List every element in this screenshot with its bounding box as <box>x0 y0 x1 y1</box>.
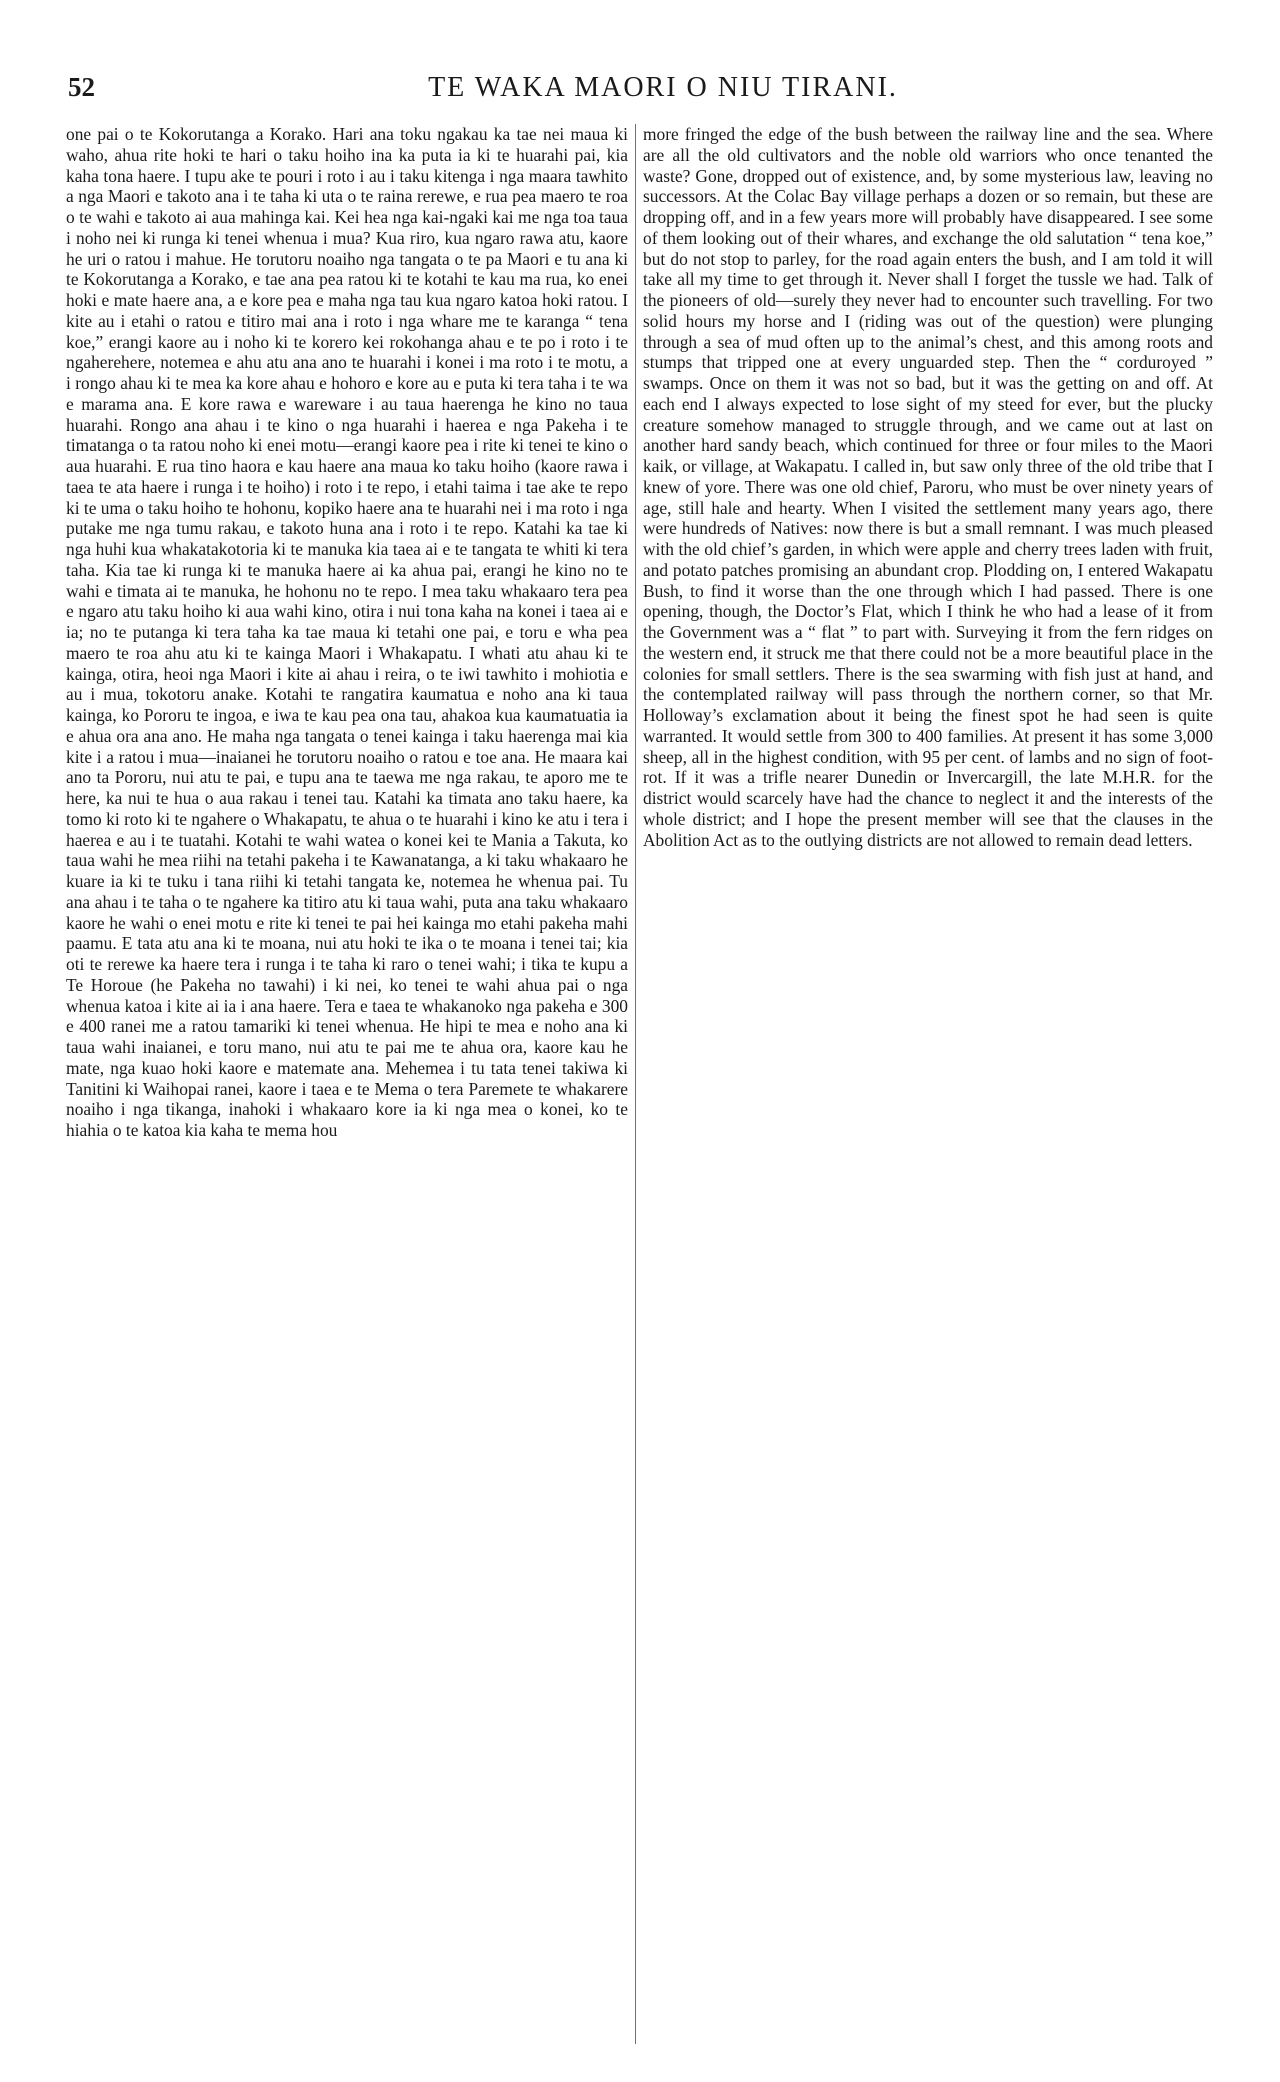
page-number: 52 <box>68 72 95 102</box>
column-divider <box>635 124 636 2044</box>
english-article-text: more fringed the edge of the bush between the railway line and the sea. Where are all the old cultivators and the noble old warriors who once tenanted the waste? Gone, dropped out of existence, and, by some mysterious law, leaving no successors. At the Colac Bay village perhaps a dozen or so remain, but these are dropping off, and in a few years more will probably have disappeared. I see some of them looking out of their whares, and exchange the old salutation “ tena koe,” but do not stop to parley, for the road again enters the bush, and I am told it will take all my time to get through it. Never shall I forget the tussle we had. Talk of the pioneers of old—surely they never had to encounter such travelling. For two solid hours my horse and I (riding was out of the question) were plunging through a sea of mud often up to the animal’s chest, and this among roots and stumps that tripped one at every unguarded step. Then the “ corduroyed ” swamps. Once on them it was not so bad, but it was the getting on and off. At each end I always expected to lose sight of my steed for ever, but the plucky creature somehow managed to struggle through, and we came out at last on another hard sandy beach, which continued for three or four miles to the Maori kaik, or village, at Wakapatu. I called in, but saw only three of the old tribe that I knew of yore. There was one old chief, Paroru, who must be over ninety years of age, still hale and hearty. When I visited the settlement many years ago, there were hundreds of Natives: now there is but a small remnant. I was much pleased with the old chief’s garden, in which were apple and cherry trees laden with fruit, and potato patches promising an abundant crop. Plodding on, I entered Wakapatu Bush, to find it worse than the one through which I had passed. There is one opening, though, the Doctor’s Flat, which I think he who had a lease of it from the Government was a “ flat ” to part with. Surveying it from the fern ridges on the western end, it struck me that there could not be a more beautiful place in the colonies for small settlers. There is the sea swarming with fish just at hand, and the contemplated railway will pass through the northern corner, so that Mr. Holloway’s exclamation about it being the finest spot he had seen is quite warranted. It would settle from 300 to 400 families. At present it has some 3,000 sheep, all in the highest condition, with 95 per cent. of lambs and no sign of foot-rot. If it was a trifle nearer Dunedin or Invercargill, the late M.H.R. for the district would scarcely have had the chance to neglect it and the interests of the whole district; and I hope the present member will see that the clauses in the Abolition Act as to the outlying districts are not allowed to remain dead letters. <box>643 124 1213 850</box>
page-header <box>68 72 1218 112</box>
left-column-maori <box>66 124 628 1141</box>
maori-article-text: one pai o te Kokorutanga a Korako. Hari ana toku ngakau ka tae nei maua ki waho, ahua rite hoki te hari o taku hoiho ina ka puta ia ki te huarahi pai, kia kaha tona haere. I tupu ake te pouri i roto i au i taku kitenga i nga maara tawhito a nga Maori e takoto ana i te taha ki uta o te raina rerewe, e rua pea maero te roa o te wahi e takoto ai aua mahinga kai. Kei hea nga kai-ngaki kai me nga toa taua i noho nei ki runga ki tenei whenua i mua? Kua riro, kua ngaro rawa atu, kaore he uri o ratou i mahue. He torutoru noaiho nga tangata o te pa Maori e tu ana ki te Kokorutanga a Korako, e tae ana pea ratou ki te kotahi te kau ma rua, ko enei hoki e mate haere ana, a e kore pea e maha nga tau kua ngaro katoa hoki ratou. I kite au i etahi o ratou e titiro mai ana i roto i nga whare me te karanga “ tena koe,” erangi kaore au i noho ki te korero kei rokohanga ahau e te po i roto i te ngaherehere, notemea e ahu atu ana ano te huarahi i konei i ma roto i te motu, a i rongo ahau ki te mea ka kore ahau e hohoro e kore au e puta ki tera taha i te wa e marama ana. E kore rawa e wareware i au taua haerenga he kino no taua huarahi. Rongo ana ahau i te kino o nga huarahi i haerea e nga Pakeha i te timatanga o ta ratou noho ki enei motu—erangi kaore pea i rite ki tenei te kino o aua huarahi. E rua tino haora e kau haere ana maua ko taku hoiho (kaore rawa i taea te ata haere i runga i te hoiho) i roto i te repo, i etahi taima i tae ake te repo ki te uma o taku hoiho te hohonu, kopiko haere ana te huarahi nei i ma roto i nga putake me nga tumu rakau, e takoto huna ana i roto i te repo. Katahi ka tae ki nga huhi kua whakatakotoria ki te manuka kia taea ai e te tangata te whiti ki tera taha. Kia tae ki runga ki te manuka haere ai ka ahua pai, erangi he kino no te wahi e timata ai te manuka, he hohonu no te repo. I mea taku whakaaro tera pea e ngaro atu taku hoiho ki aua wahi kino, otira i nui tona kaha na konei i taea ai e ia; no te putanga ki tera taha ka tae maua ki tetahi one pai, e toru e wha pea maero te roa ahu atu ki te kainga Maori i Whakapatu. I whati atu ahau ki te kainga, otira, heoi nga Maori i kite ai ahau i reira, o te iwi tawhito i mohiotia e au i mua, tokotoru anake. Kotahi te rangatira kaumatua e noho ana ki taua kainga, ko Pororu te ingoa, e iwa te kau pea ona tau, ahakoa kua kaumatuatia ia e ahua ora ana ano. He maha nga tangata o tenei kainga i taku haerenga mai kia kite i a ratou i mua—inaianei he torutoru noaiho o ratou e toe ana. He maara kai ano ta Pororu, nui atu te pai, e tupu ana te taewa me nga rakau, te aporo me te here, ka nui te hua o aua rakau i tenei tau. Katahi ka timata ano taku haere, ka tomo ki roto ki te ngahere o Whakapatu, te ahua o te huarahi i kino ke atu i tera i haerea e au i te tuatahi. Kotahi te wahi watea o konei kei te Mania a Takuta, ko taua wahi he mea riihi na tetahi pakeha i te Kawanatanga, a ki taku whakaaro he kuare ia ki te tuku i tana riihi ki tetahi tangata ke, notemea he whenua pai. Tu ana ahau i te taha o te ngahere ka titiro atu ki taua wahi, puta ana taku whakaaro kaore he wahi o enei motu e rite ki tenei te pai hei kainga mo etahi pakeha mahi paamu. E tata atu ana ki te moana, nui atu hoki te ika o te moana i tenei tai; kia oti te rerewe ka haere tera i runga i te taha ki raro o tenei wahi; i tika te kupu a Te Horoue (he Pakeha no tawahi) i ki nei, ko tenei te wahi ahua pai o nga whenua katoa i kite ai ia i ana haere. Tera e taea te whakanoko nga pakeha e 300 e 400 ranei me a ratou tamariki ki tenei whenua. He hipi te mea e noho ana ki taua wahi inaianei, e toru mano, nui atu te pai me te ahua ora, kaore kau he mate, nga kuao hoki kaore e matemate ana. Mehemea i tu tata tenei takiwa ki Tanitini ki Waihopai ranei, kaore i taea e te Mema o tera Paremete te whakarere noaiho i nga tikanga, inahoki i whakaaro kore ia ki nga mea o konei, ko te hiahia o te katoa kia kaha te mema hou <box>66 124 628 1140</box>
right-column-english <box>643 124 1213 850</box>
running-title: TE WAKA MAORI O NIU TIRANI. <box>428 72 898 103</box>
